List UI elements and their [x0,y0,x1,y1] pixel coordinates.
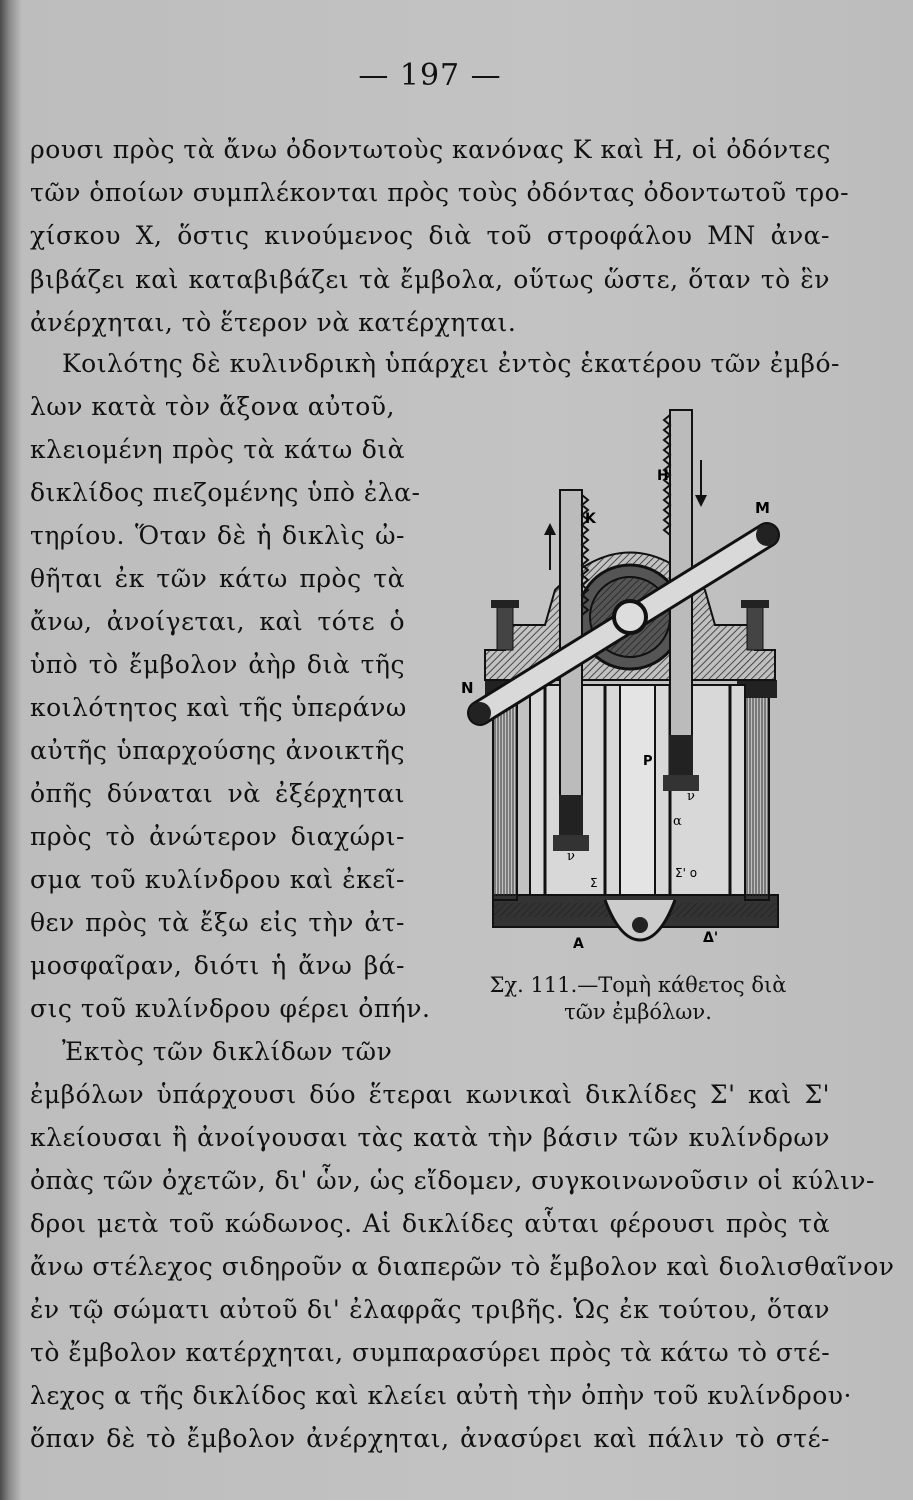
text-line: δροι μετὰ τοῦ κώδωνος. Αἱ δικλίδες αὗται φέρουσι πρὸς τὰ [30,1209,830,1238]
text-line: ὀπῆς δύναται νὰ ἐξέρχηται [30,779,405,808]
label-a2: Δ' [703,930,719,946]
text-line: ἐμβόλων ὑπάρχουσι δύο ἕτεραι κωνικαὶ δικλίδες Σ' καὶ Σ' [30,1080,830,1109]
text-line: ὑπὸ τὸ ἔμβολον ἀὴρ διὰ τῆς [30,650,405,679]
text-line: σις τοῦ κυλίνδρου φέρει ὀπήν. [30,994,431,1023]
label-sigma: Σ [590,876,598,890]
label-v1: ν [567,849,575,864]
text-line: θῆται ἐκ τῶν κάτω πρὸς τὰ [30,564,405,593]
text-line: τῶν ὁποίων συμπλέκονται πρὸς τοὺς ὀδόντας ὀδοντωτοῦ τρο- [30,178,850,207]
label-alpha: α [673,814,682,829]
text-line: ὀπὰς τῶν ὀχετῶν, δι' ὧν, ὡς εἴδομεν, συγκοινωνοῦσιν οἱ κύλιν- [30,1166,875,1195]
text-line: λεχος α τῆς δικλίδος καὶ κλείει αὐτὴ τὴν ὀπὴν τοῦ κυλίνδρου· [30,1381,852,1410]
label-m: Μ [755,499,770,517]
text-line: Ἐκτὸς τῶν δικλίδων τῶν [62,1037,393,1066]
label-n: Ν [461,679,474,697]
page-number: — 197 — [358,58,502,93]
text-line: βιβάζει καὶ καταβιβάζει τὰ ἔμβολα, οὕτως ὥστε, ὅταν τὸ ἓν [30,265,830,294]
figure-caption-line-1: Σχ. 111.—Τομὴ κάθετος διὰ [489,973,787,997]
label-p: Ρ [643,754,653,769]
text-line: τὸ ἔμβολον κατέρχηται, συμπαρασύρει πρὸς τὰ κάτω τὸ στέ- [30,1338,831,1367]
label-h: Η [657,468,669,484]
figure-caption [458,972,818,1026]
text-line: αὐτῆς ὑπαρχούσης ἀνοικτῆς [30,736,405,765]
pump-section-figure [455,395,805,965]
text-line: τηρίου. Ὅταν δὲ ἡ δικλὶς ὠ- [30,521,405,550]
label-v2: ν [687,789,695,804]
text-line: κλειομένη πρὸς τὰ κάτω διὰ [30,435,405,464]
label-sigma-o: Σ' ο [675,866,698,880]
text-line: ἐν τῷ σώματι αὐτοῦ δι' ἐλαφρᾶς τριβῆς. Ὡς ἐκ τούτου, ὅταν [30,1295,830,1324]
text-line: πρὸς τὸ ἀνώτερον διαχώρι- [30,822,405,851]
text-line: ἀνέρχηται, τὸ ἕτερον νὰ κατέρχηται. [30,308,517,337]
text-line: κοιλότητος καὶ τῆς ὑπεράνω [30,693,407,722]
text-line: σμα τοῦ κυλίνδρου καὶ ἐκεῖ- [30,865,405,894]
text-line: ἄνω, ἀνοίγεται, καὶ τότε ὁ [30,607,405,636]
label-k: Κ [585,511,596,527]
text-line: ὅπαν δὲ τὸ ἔμβολον ἀνέρχηται, ἀνασύρει καὶ πάλιν τὸ στέ- [30,1424,830,1453]
text-line: θεν πρὸς τὰ ἔξω εἰς τὴν ἀτ- [30,908,405,937]
label-a: Α [573,936,584,952]
text-line: χίσκου Χ, ὅστις κινούμενος διὰ τοῦ στροφάλου ΜΝ ἀνα- [30,221,830,250]
text-line: δικλίδος πιεζομένης ὑπὸ ἐλα- [30,478,421,507]
text-line: Κοιλότης δὲ κυλινδρικὴ ὑπάρχει ἐντὸς ἑκατέρου τῶν ἐμβό- [62,349,840,378]
text-line: λων κατὰ τὸν ἄξονα αὐτοῦ, [30,392,395,421]
text-line: ἄνω στέλεχος σιδηροῦν α διαπερῶν τὸ ἔμβολον καὶ διολισθαῖνον [30,1252,895,1281]
text-line: ρουσι πρὸς τὰ ἄνω ὀδοντωτοὺς κανόνας Κ καὶ Η, οἱ ὀδόντες [30,135,831,164]
figure-caption-line-2: τῶν ἐμβόλων. [564,1000,712,1024]
text-line: κλείουσαι ἢ ἀνοίγουσαι τὰς κατὰ τὴν βάσιν τῶν κυλίνδρων [30,1123,830,1152]
text-line: μοσφαῖραν, διότι ἡ ἄνω βά- [30,951,405,980]
